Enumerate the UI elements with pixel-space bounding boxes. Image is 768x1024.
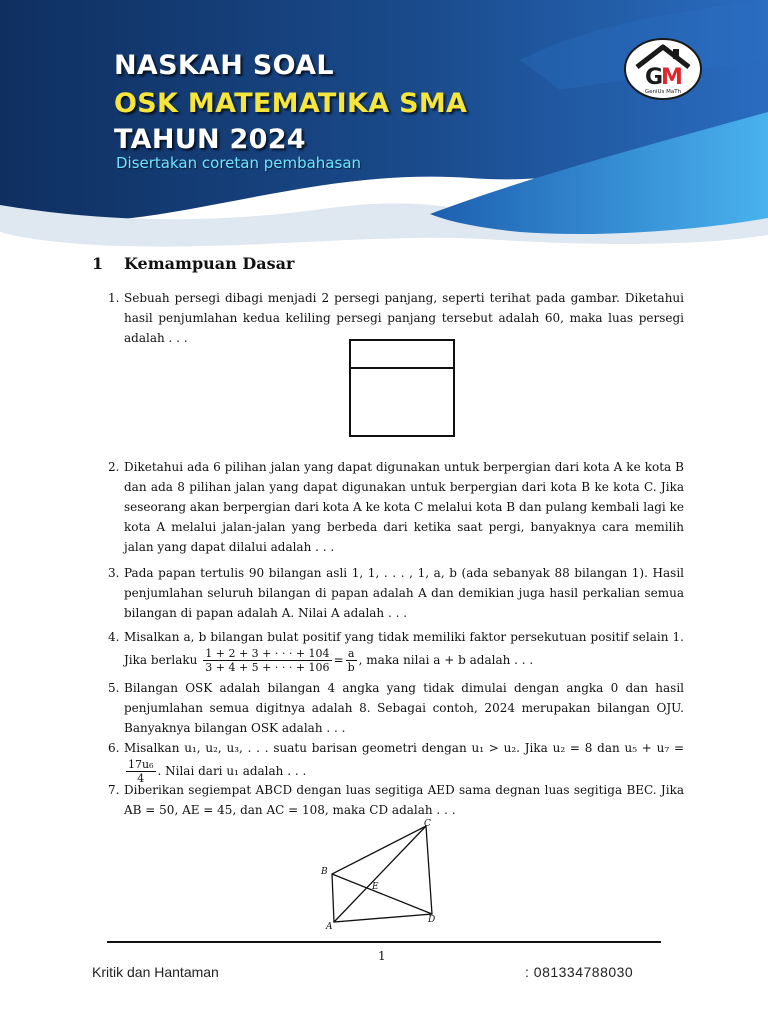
question-3 (108, 563, 684, 623)
vertex-label-c: C (424, 819, 431, 829)
question-text-part: Misalkan a, b bilangan bulat positif yang tidak memiliki faktor persekutuan positif selain 1. Jika berlaku (124, 630, 684, 667)
question-text: Sebuah persegi dibagi menjadi 2 persegi panjang, seperti terihat pada gambar. Diketahui hasil penjumlahan kedua keliling persegi panjang tersebut adalah 60, maka luas persegi adalah . . . (124, 291, 684, 345)
question-text: Pada papan tertulis 90 bilangan asli 1, 1, . . . , 1, a, b (ada sebanyak 88 bilangan 1). Hasil penjumlahan seluruh bilangan di papan adalah A dan demikian juga hasil perkalian semua bilangan di papan adalah A. Nilai A adalah . . . (124, 566, 684, 620)
vertex-label-a: A (326, 922, 333, 932)
question-2 (108, 457, 684, 557)
vertex-label-d: D (428, 915, 436, 925)
footer-left-text: Kritik dan Hantaman (92, 964, 219, 980)
question-text-part: , maka nilai a + b adalah . . . (358, 653, 534, 667)
question-text: Bilangan OSK adalah bilangan 4 angka yang tidak dimulai dengan angka 0 dan hasil penjumlahan semua digitnya adalah 8. Sebagai contoh, 2024 merupakan bilangan OJU. Banyaknya bilangan OSK adalah . . . (124, 681, 684, 735)
question-number: 2. (108, 460, 120, 474)
question-number: 4. (108, 630, 120, 644)
question-text (124, 738, 684, 785)
question-text-part: Misalkan u₁, u₂, u₃, . . . suatu barisan geometri dengan u₁ > u₂. Jika u₂ = 8 dan u₅ + u₇ = (124, 741, 684, 755)
fraction-numerator: a (346, 647, 357, 661)
fraction-denominator: 4 (137, 772, 145, 785)
question-number: 7. (108, 783, 120, 797)
fraction-sum (203, 647, 331, 674)
question-number: 1. (108, 291, 120, 305)
question-number: 3. (108, 566, 120, 580)
logo-caption: GeniUs MaTh (644, 89, 682, 95)
footer-phone: : 081334788030 (525, 964, 634, 980)
logo-letter-m: M (661, 65, 683, 90)
question-6 (108, 738, 684, 785)
question-4 (108, 627, 684, 674)
page-number: 1 (378, 949, 386, 963)
header-title-line2: OSK MATEMATIKA SMA (114, 88, 468, 119)
question-text-part: . Nilai dari u₁ adalah . . . (157, 764, 307, 778)
vertex-label-e: E (372, 882, 379, 892)
fraction-denominator: 3 + 4 + 5 + · · · + 106 (205, 661, 330, 674)
question-5 (108, 678, 684, 738)
question-text (124, 627, 684, 674)
question-number: 5. (108, 681, 120, 695)
equals-sign: = (333, 653, 344, 667)
header-title-line1: NASKAH SOAL (114, 50, 334, 81)
footer-rule (107, 941, 661, 943)
square-figure (348, 338, 456, 438)
fraction-denominator: b (347, 661, 355, 674)
question-number: 6. (108, 741, 120, 755)
section-number: 1 (92, 254, 104, 273)
section-title: Kemampuan Dasar (124, 254, 295, 273)
section-heading (92, 254, 294, 273)
header-subtitle: Disertakan coretan pembahasan (116, 154, 362, 172)
question-7 (108, 780, 684, 820)
question-text: Diketahui ada 6 pilihan jalan yang dapat digunakan untuk berpergian dari kota A ke kota B dan ada 8 pilihan jalan yang dapat digunakan untuk berpergian dari kota B ke kota C. Jika seseorang akan berpergian dari kota A ke kota C melalui kota B dan pulang kembali lagi ke kota A melalui jalan-jalan yang berbeda dari ketika saat pergi, banyaknya cara memilih jalan yang dapat dilalui adalah . . . (124, 460, 684, 554)
header-title-line3: TAHUN 2024 (114, 124, 306, 155)
fraction-numerator: 1 + 2 + 3 + · · · + 104 (205, 647, 330, 660)
quadrilateral-figure (318, 816, 446, 936)
vertex-label-b: B (321, 867, 328, 877)
logo-letter-g: G (644, 65, 664, 90)
question-text: Diberikan segiempat ABCD dengan luas segitiga AED sama degnan luas segitiga BEC. Jika AB = 50, AE = 45, dan AC = 108, maka CD adalah . . . (124, 783, 684, 817)
geniusmath-logo (623, 37, 703, 101)
fraction-numerator: 17u₆ (128, 758, 154, 771)
fraction-ab (346, 647, 357, 674)
